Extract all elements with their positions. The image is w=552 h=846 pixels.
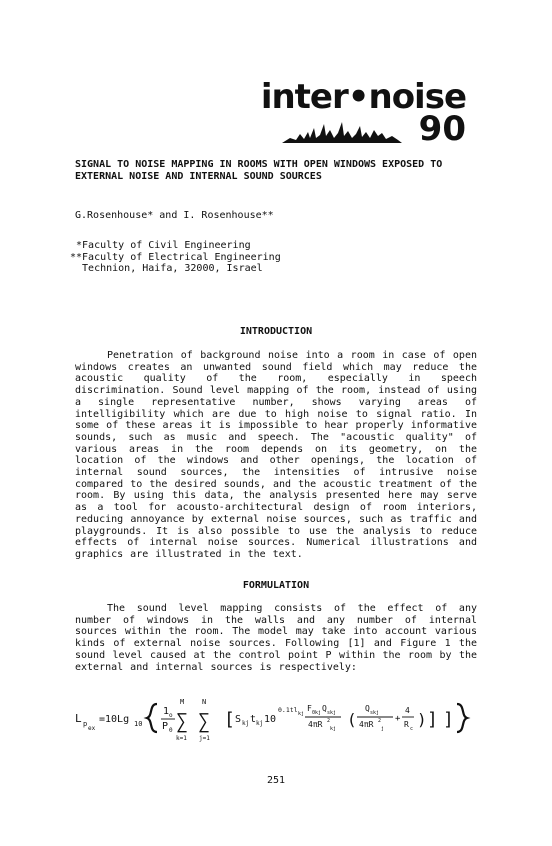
- eq-frac4-den-sub: c: [410, 726, 414, 732]
- eq-frac1-num-sub: o: [169, 712, 173, 719]
- eq-frac1-den-sub: 0: [169, 727, 173, 734]
- eq-frac2-den: 4πR: [308, 720, 323, 729]
- eq-sum2-bottom: j=1: [199, 735, 210, 742]
- affiliation-line: **Faculty of Electrical Engineering: [70, 251, 281, 263]
- eq-exponent-sub: kj: [298, 711, 305, 717]
- page-number: 251: [266, 775, 286, 786]
- eq-lhs-subsub: ex: [88, 725, 96, 732]
- eq-frac3-den: 4πR: [359, 720, 374, 729]
- eq-term-t: t: [250, 714, 257, 725]
- conference-logo: [260, 77, 466, 149]
- eq-lhs-sub: p: [83, 720, 88, 728]
- eq-plus: +: [395, 714, 401, 724]
- eq-right-bracket-outer: ]: [443, 709, 454, 730]
- eq-frac4-num: 4: [405, 706, 410, 715]
- eq-frac2-num2: Q: [322, 704, 327, 713]
- eq-exponent: 0.1tl: [278, 706, 298, 714]
- eq-sum2-symbol: ∑: [198, 709, 211, 733]
- eq-frac2-den-sup: 2: [327, 718, 331, 724]
- logo-wordmark: inter•noise: [260, 77, 466, 117]
- logo-year: 90: [418, 109, 466, 149]
- sound-level-equation: [75, 690, 485, 750]
- eq-term-t-sub: kj: [256, 720, 264, 727]
- eq-frac2-num-sub: 0kj: [312, 710, 322, 716]
- eq-left-paren: (: [347, 710, 357, 729]
- paper-authors: G.Rosenhouse* and I. Rosenhouse**: [75, 210, 274, 221]
- eq-frac1-den: P: [162, 721, 169, 732]
- eq-right-brace: [457, 704, 467, 732]
- eq-frac3-num-sub: skj: [370, 710, 380, 716]
- eq-frac4-den: R: [404, 720, 409, 729]
- eq-term-s: S: [235, 714, 242, 725]
- affiliation-line: *Faculty of Civil Engineering: [70, 240, 251, 251]
- eq-frac2-num: F: [307, 704, 312, 713]
- eq-sum1-bottom: k=1: [176, 735, 187, 742]
- affiliations: [70, 240, 281, 275]
- eq-right-paren: ): [417, 710, 427, 729]
- eq-sum2-top: N: [202, 698, 207, 706]
- eq-sum1-top: M: [180, 698, 185, 706]
- eq-lg-sub: 10: [134, 720, 143, 728]
- eq-frac3-num: Q: [365, 704, 370, 713]
- eq-term-s-sub: kj: [242, 720, 250, 727]
- paper-title: SIGNAL TO NOISE MAPPING IN ROOMS WITH OPEN WINDOWS EXPOSED TO EXTERNAL NOISE AND INTERNAL SOUND SOURCES: [75, 159, 443, 182]
- eq-frac1-num: 1: [163, 706, 170, 717]
- section-heading-formulation: FORMULATION: [242, 580, 310, 591]
- affiliation-line: Technion, Haifa, 32000, Israel: [70, 263, 263, 275]
- introduction-paragraph: Penetration of background noise into a room in case of open windows creates an unwanted sound field which may reduce the acoustic quality of the room, especially in speech discrimination. Sound level mapping of the room, instead of using a single representative number, shows varying areas of intelligibility which are due to high noise to signal ratio. In some of these areas it is impossible to hear properly informative sounds, such as music and speech. The "acoustic quality" of various areas in the room depends on its geometry, on the location of the windows and other openings, the location of internal sound sources, the intensities of intrusive noise compared to the desired sounds, and the acoustic treatment of the room. By using this data, the analysis presented here may serve as a tool for acousto-architectural design of room interiors, reducing annoyance by external noise sources, such as traffic and playgrounds. It is also possible to use the analysis to reduce effects of internal noise sources. Numerical illustrations and graphics are illustrated in the text.: [75, 350, 477, 560]
- eq-sum1-symbol: ∑: [176, 709, 189, 733]
- eq-right-bracket: ]: [427, 709, 438, 730]
- eq-frac3-den-sup: 2: [378, 718, 382, 724]
- eq-ten: 10: [264, 714, 277, 725]
- eq-left-brace: [147, 704, 157, 732]
- skyline-graphic: [282, 116, 402, 144]
- section-heading-introduction: INTRODUCTION: [239, 326, 313, 337]
- eq-lhs: L: [75, 712, 82, 725]
- formulation-paragraph: The sound level mapping consists of the effect of any number of windows in the walls and any number of internal sources within the room. The model may take into account various kinds of external noise sources. Following [1] and Figure 1 the sound level caused at the control point P within the room by the external and internal sources is respectively:: [75, 603, 477, 673]
- eq-equals: =10Lg: [99, 714, 130, 725]
- eq-frac3-den-sub: j: [381, 726, 385, 732]
- eq-left-bracket: [: [224, 709, 235, 730]
- eq-frac2-den-sub: kj: [330, 726, 337, 732]
- eq-frac2-num2-sub: skj: [327, 710, 337, 716]
